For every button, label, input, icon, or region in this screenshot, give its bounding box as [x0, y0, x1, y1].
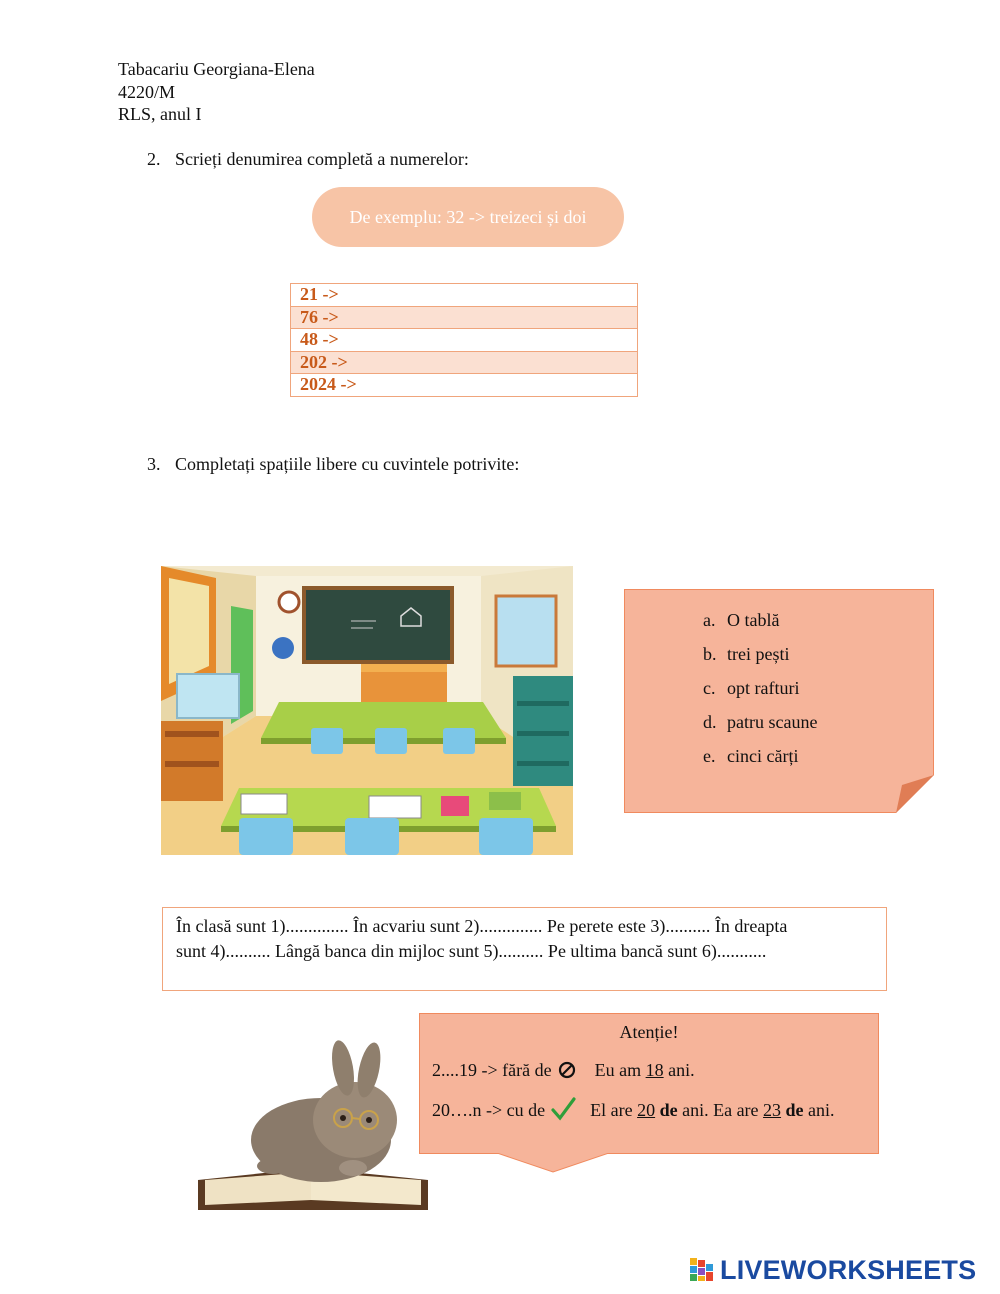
- page-fold-icon: [896, 775, 934, 813]
- fill-in-line-2: sunt 4).......... Lângă banca din mijloc sunt 5).......... Pe ultima bancă sunt 6)...........: [176, 941, 767, 961]
- rule-2-text: 20….n -> cu de: [432, 1100, 546, 1120]
- fill-in-line-1: În clasă sunt 1).............. În acvariu sunt 2).............. Pe perete este 3).......... În dreapta: [176, 916, 788, 936]
- question-3-number: 3.: [147, 454, 161, 474]
- number-cell[interactable]: 76 ->: [291, 306, 638, 329]
- option-letter: d.: [703, 712, 717, 732]
- student-program: RLS, anul I: [118, 104, 202, 124]
- chalkboard: [304, 588, 452, 662]
- list-item: [703, 745, 817, 779]
- attention-rule-2: [432, 1096, 835, 1122]
- student-header: [118, 58, 315, 126]
- number-cell[interactable]: 48 ->: [291, 329, 638, 352]
- rule-1-text: 2....19 -> fără de: [432, 1060, 552, 1080]
- example-2-a: El are: [590, 1100, 633, 1120]
- fill-in-box[interactable]: [162, 907, 887, 991]
- table-row: [291, 284, 638, 307]
- table-row: [291, 374, 638, 397]
- list-item: [703, 677, 817, 711]
- question-2-number: 2.: [147, 149, 161, 169]
- student-group: 4220/M: [118, 81, 176, 102]
- example-pill: De exemplu: 32 -> treizeci și doi: [312, 187, 624, 247]
- attention-box: [419, 1013, 879, 1154]
- question-3-text: Completați spațiile libere cu cuvintele potrivite:: [175, 454, 520, 474]
- option-letter: e.: [703, 746, 716, 766]
- option-text: patru scaune: [727, 712, 818, 732]
- example-2-de-1: de: [659, 1100, 678, 1120]
- option-text: trei pești: [727, 644, 790, 664]
- example-1-number: 18: [645, 1060, 664, 1080]
- option-text: opt rafturi: [727, 678, 800, 698]
- classroom-illustration: [161, 566, 573, 855]
- table-row: [291, 306, 638, 329]
- example-2-number-1: 20: [637, 1100, 656, 1120]
- table-row: [291, 351, 638, 374]
- student-name: Tabacariu Georgiana-Elena: [118, 59, 315, 79]
- prohibited-icon: [558, 1061, 576, 1079]
- example-2-c: ani.: [808, 1100, 835, 1120]
- speech-bubble-tail: [497, 1153, 609, 1173]
- question-2: [147, 149, 469, 170]
- table-row: [291, 329, 638, 352]
- list-item: [703, 643, 817, 677]
- clock-icon: [279, 592, 299, 612]
- aquarium: [177, 674, 239, 718]
- number-cell[interactable]: 2024 ->: [291, 374, 638, 397]
- logo-text: LIVEWORKSHEETS: [720, 1254, 977, 1285]
- bunny-reading-illustration: [193, 1040, 433, 1210]
- option-text: cinci cărți: [727, 746, 799, 766]
- example-1-post: ani.: [668, 1060, 695, 1080]
- list-item: [703, 711, 817, 745]
- example-2-de-2: de: [785, 1100, 804, 1120]
- option-letter: c.: [703, 678, 716, 698]
- attention-rule-1: [432, 1060, 695, 1081]
- option-letter: b.: [703, 644, 717, 664]
- list-item: [703, 609, 817, 643]
- example-1-pre: Eu am: [594, 1060, 642, 1080]
- option-text: O tablă: [727, 610, 780, 630]
- liveworksheets-logo[interactable]: [690, 1255, 976, 1285]
- word-options-box: [624, 589, 934, 813]
- word-options-list: [703, 609, 817, 779]
- question-3: [147, 454, 519, 475]
- option-letter: a.: [703, 610, 716, 630]
- checkmark-icon: [550, 1096, 576, 1122]
- question-2-text: Scrieți denumirea completă a numerelor:: [175, 149, 469, 169]
- numbers-table: [290, 283, 638, 397]
- number-cell[interactable]: 202 ->: [291, 351, 638, 374]
- example-2-number-2: 23: [763, 1100, 782, 1120]
- logo-blocks-icon: [690, 1258, 716, 1282]
- attention-title: Atenție!: [619, 1022, 679, 1042]
- example-2-b: ani. Ea are: [682, 1100, 759, 1120]
- number-cell[interactable]: 21 ->: [291, 284, 638, 307]
